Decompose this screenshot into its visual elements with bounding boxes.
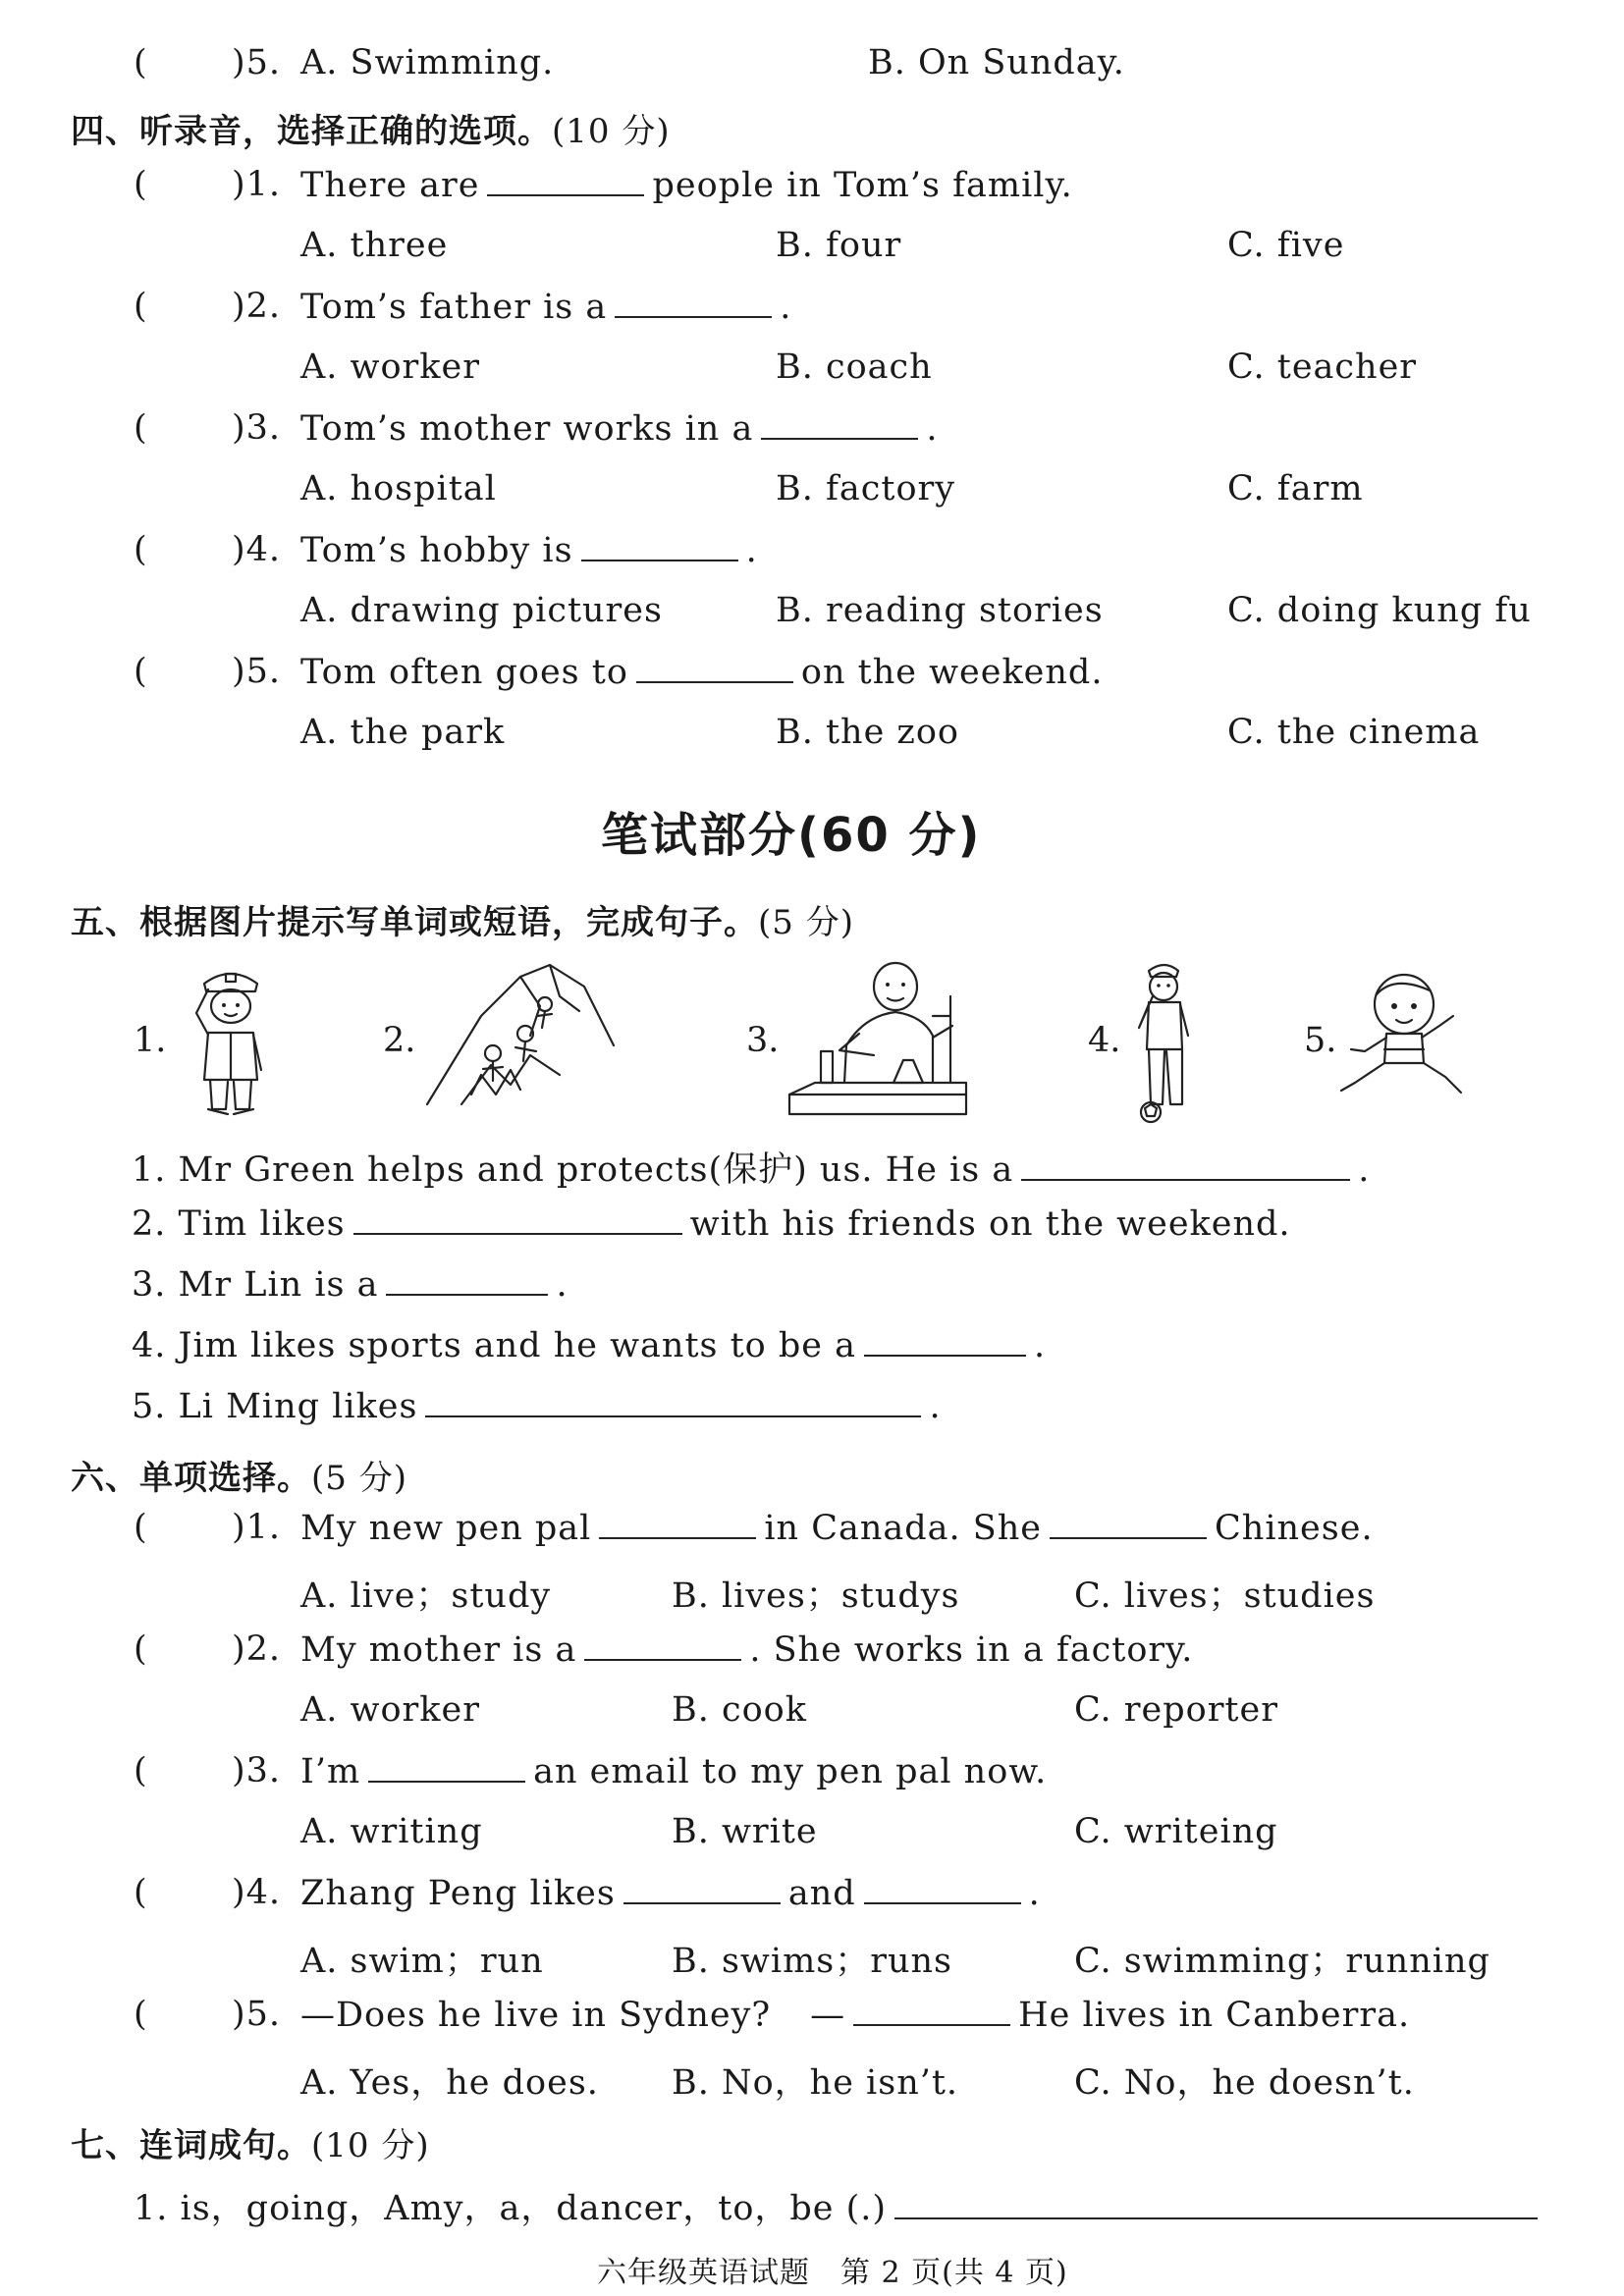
part7-heading-text: 七、连词成句。 [71, 2126, 311, 2165]
sentence-text: 2. Tim likes [132, 1204, 346, 1244]
part5-heading [71, 895, 854, 943]
option-a: A. the park [300, 713, 506, 752]
question-stem [300, 1508, 1374, 1548]
option-b: B. swims；runs [672, 1942, 953, 1981]
question-number: )5. [232, 43, 282, 82]
question-number: )4. [232, 1873, 282, 1912]
option-a: A. three [300, 226, 449, 265]
sentence-text: . [1358, 1150, 1371, 1190]
stem-text: Tom’s mother works in a [300, 409, 754, 449]
question-number: )3. [232, 1751, 282, 1790]
fill-sentence [132, 1264, 568, 1305]
option-c: C. the cinema [1227, 713, 1481, 752]
answer-blank[interactable] [623, 1873, 781, 1904]
option-c: C. doing kung fu [1227, 591, 1532, 630]
question-stem [300, 165, 1073, 205]
stem-text: My new pen pal [300, 1509, 592, 1548]
stem-text: Zhang Peng likes [300, 1874, 616, 1913]
question-number: )2. [232, 287, 282, 326]
question-number: )2. [232, 1629, 282, 1669]
part5-points: (5 分) [758, 903, 854, 942]
answer-paren[interactable]: ( [134, 287, 147, 326]
question-stem [300, 652, 1103, 692]
stem-text: . [780, 288, 792, 327]
option-b: B. coach [776, 347, 933, 387]
answer-blank[interactable] [864, 1873, 1021, 1904]
answer-blank[interactable] [353, 1203, 682, 1235]
option-c: C. farm [1227, 469, 1364, 508]
option-b: B. write [672, 1812, 818, 1851]
answer-blank[interactable] [581, 530, 738, 561]
answer-paren[interactable]: ( [134, 43, 147, 82]
option-a: A. worker [300, 347, 480, 387]
sentence-text: . [929, 1387, 942, 1426]
option-a: A. live；study [300, 1576, 552, 1616]
stem-text: My mother is a [300, 1630, 577, 1670]
question-stem [300, 408, 938, 449]
fill-sentence [132, 1203, 1291, 1244]
stem-text: and [787, 1874, 856, 1913]
part7-words: 1. is，going，Amy，a，dancer，to，be (.) [134, 2189, 888, 2228]
pic-label-1: 1. [134, 1021, 167, 1060]
answer-blank[interactable] [599, 1508, 756, 1539]
answer-blank[interactable] [636, 652, 793, 683]
stem-text: I’m [300, 1752, 361, 1791]
option-c: C. lives；studies [1074, 1576, 1376, 1616]
stem-text: people in Tom’s family. [652, 166, 1073, 205]
option-b: B. four [776, 226, 902, 265]
answer-paren[interactable]: ( [134, 165, 147, 204]
part4-points: (10 分) [552, 112, 671, 151]
stem-text: in Canada. She [764, 1509, 1042, 1548]
sentence-text: 1. Mr Green helps and protects(保护) us. He is a [132, 1150, 1014, 1190]
question-number: )5. [232, 1995, 282, 2034]
stem-text: —Does he live in Sydney? [300, 1996, 772, 2035]
question-stem [300, 1629, 1193, 1670]
question-number: )5. [232, 652, 282, 691]
stem-text: an email to my pen pal now. [533, 1752, 1048, 1791]
option-b: B. the zoo [776, 713, 959, 752]
answer-paren[interactable]: ( [134, 1995, 147, 2034]
answer-blank[interactable] [894, 2188, 1538, 2219]
answer-blank[interactable] [761, 408, 918, 440]
part7-points: (10 分) [311, 2126, 430, 2165]
page-footer: 六年级英语试题 第 2 页(共 4 页) [597, 2256, 1068, 2290]
stem-text: Tom’s hobby is [300, 531, 573, 570]
option-b: B. lives；studys [672, 1576, 960, 1616]
stem-text: . [926, 409, 939, 449]
stem-text: . [1028, 1874, 1041, 1913]
question-stem [300, 287, 791, 327]
stem-text: . [745, 531, 758, 570]
pic-label-4: 4. [1088, 1021, 1121, 1060]
answer-paren[interactable]: ( [134, 1751, 147, 1790]
stem-text: — [810, 1996, 846, 2035]
option-b: B. cook [672, 1690, 807, 1730]
written-section-title: 笔试部分(60 分) [601, 808, 982, 863]
sentence-text: 5. Li Ming likes [132, 1387, 418, 1426]
option-c: C. No，he doesn’t. [1074, 2063, 1415, 2103]
option-a: A. drawing pictures [300, 591, 663, 630]
part6-heading [71, 1451, 407, 1499]
option-c: C. teacher [1227, 347, 1418, 387]
option-a: A. Swimming. [300, 43, 555, 82]
part4-heading [71, 104, 671, 152]
stem-text: He lives in Canberra. [1018, 1996, 1411, 2035]
sentence-text: . [1033, 1326, 1047, 1365]
pic-label-3: 3. [746, 1021, 780, 1060]
scientist-picture [785, 957, 972, 1124]
soccer-boy-picture [1127, 957, 1206, 1124]
question-number: )1. [232, 1508, 282, 1547]
option-a: A. Yes，he does. [300, 2063, 599, 2103]
sentence-text: with his friends on the weekend. [689, 1204, 1291, 1244]
question-stem [300, 1873, 1041, 1913]
part6-heading-text: 六、单项选择。 [71, 1459, 311, 1498]
part7-heading [71, 2118, 430, 2166]
answer-blank[interactable] [1021, 1149, 1350, 1181]
option-b: B. On Sunday. [868, 43, 1125, 82]
climbing-picture [422, 957, 619, 1109]
stem-text: on the weekend. [800, 653, 1104, 692]
option-c: C. writeing [1074, 1812, 1278, 1851]
option-c: C. reporter [1074, 1690, 1278, 1730]
answer-blank[interactable] [487, 165, 644, 196]
police-officer-picture [187, 962, 275, 1124]
answer-paren[interactable]: ( [134, 1508, 147, 1547]
answer-paren[interactable]: ( [134, 1873, 147, 1912]
option-c: C. swimming；running [1074, 1942, 1490, 1981]
pic-label-2: 2. [383, 1021, 416, 1060]
option-a: A. hospital [300, 469, 497, 508]
sentence-text: . [556, 1265, 568, 1305]
sentence-text: 4. Jim likes sports and he wants to be a [132, 1326, 856, 1365]
answer-blank[interactable] [368, 1751, 525, 1783]
answer-blank[interactable] [853, 1995, 1010, 2026]
question-stem [300, 1995, 1410, 2035]
fill-sentence [132, 1386, 942, 1426]
option-a: A. writing [300, 1812, 483, 1851]
pic-label-5: 5. [1304, 1021, 1337, 1060]
stem-text: . She works in a factory. [749, 1630, 1194, 1670]
answer-paren[interactable]: ( [134, 652, 147, 691]
answer-blank[interactable] [425, 1386, 921, 1417]
question-number: )3. [232, 408, 282, 448]
stem-text: Tom often goes to [300, 653, 628, 692]
answer-paren[interactable]: ( [134, 1629, 147, 1669]
stem-text: There are [300, 166, 480, 205]
sentence-text: 3. Mr Lin is a [132, 1265, 379, 1305]
answer-paren[interactable]: ( [134, 530, 147, 569]
question-stem [300, 530, 758, 570]
stem-text: Chinese. [1215, 1509, 1374, 1548]
option-b: B. factory [776, 469, 956, 508]
answer-blank[interactable] [386, 1264, 548, 1296]
fill-sentence [132, 1143, 1370, 1192]
part7-question-1 [134, 2181, 1545, 2230]
question-number: )4. [232, 530, 282, 569]
question-stem [300, 1751, 1047, 1791]
question-number: )1. [232, 165, 282, 204]
answer-blank[interactable] [584, 1629, 741, 1661]
option-b: B. reading stories [776, 591, 1104, 630]
answer-paren[interactable]: ( [134, 408, 147, 448]
option-a: A. worker [300, 1690, 480, 1730]
option-b: B. No，he isn’t. [672, 2063, 959, 2103]
part4-heading-text: 四、听录音，选择正确的选项。 [71, 112, 552, 151]
fill-sentence [132, 1325, 1046, 1365]
option-c: C. five [1227, 226, 1345, 265]
answer-blank[interactable] [1050, 1508, 1207, 1539]
stem-text: Tom’s father is a [300, 288, 608, 327]
answer-blank[interactable] [615, 287, 772, 318]
part5-heading-text: 五、根据图片提示写单词或短语，完成句子。 [71, 903, 758, 942]
option-a: A. swim；run [300, 1942, 544, 1981]
kung-fu-kid-picture [1335, 967, 1473, 1104]
part6-points: (5 分) [311, 1459, 407, 1498]
answer-blank[interactable] [864, 1325, 1026, 1357]
